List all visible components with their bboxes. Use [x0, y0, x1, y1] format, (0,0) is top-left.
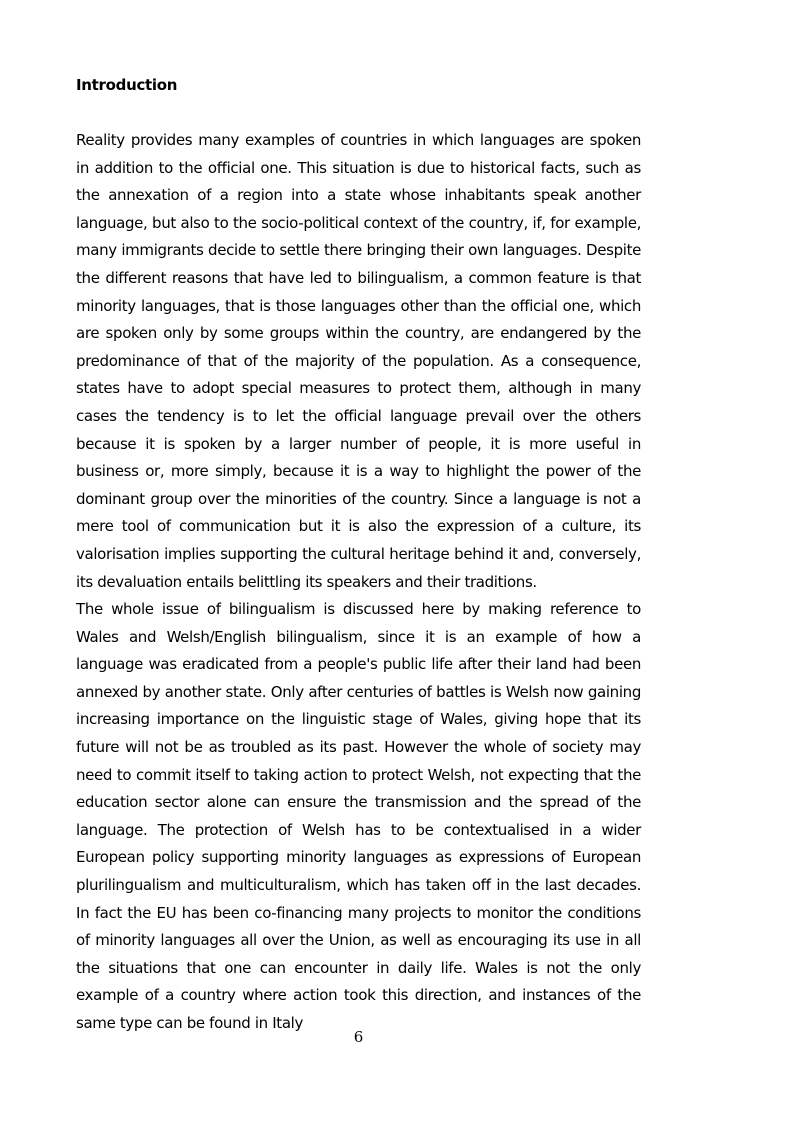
paragraph-2: The whole issue of bilingualism is discussed here by making reference to Wales and Welsh/English bilingualism, since it is an example of how a language was eradicated from a people's public life after their land had been annexed by another state. Only after centuries of battles is Welsh now gaining increasing importance on the linguistic stage of Wales, giving hope that its future will not be as troubled as its past. However the whole of society may need to commit itself to taking action to protect Welsh, not expecting that the education sector alone can ensure the transmission and the spread of the language. The protection of Welsh has to be contextualised in a wider European policy supporting minority languages as expressions of European plurilingualism and multiculturalism, which has taken off in the last decades. In fact the EU has been co-financing many projects to monitor the conditions of minority languages all over the Union, as well as encouraging its use in all the situations that one can encounter in daily life. Wales is not the only example of a country where action took this direction, and instances of the same type can be found in Italy — [76, 600, 641, 1032]
paragraph-1: Reality provides many examples of countries in which languages are spoken in addition to the official one. This situation is due to historical facts, such as the annexation of a region into a state whose inhabitants speak another language, but also to the socio-political context of the country, if, for example, many immigrants decide to settle there bringing their own languages. Despite the different reasons that have led to bilingualism, a common feature is that minority languages, that is those languages other than the official one, which are spoken only by some groups within the country, are endangered by the predominance of that of the majority of the population. As a consequence, states have to adopt special measures to protect them, although in many cases the tendency is to let the official language prevail over the others because it is spoken by a larger number of people, it is more useful in business or, more simply, because it is a way to highlight the power of the dominant group over the minorities of the country. Since a language is not a mere tool of communication but it is also the expression of a culture, its valorisation implies supporting the cultural heritage behind it and, conversely, its devaluation entails belittling its speakers and their traditions. — [76, 131, 641, 591]
heading-spacer — [76, 100, 641, 128]
section-heading: Introduction — [76, 76, 178, 94]
page-number: 6 — [353, 1028, 364, 1046]
page-content — [76, 72, 641, 1038]
